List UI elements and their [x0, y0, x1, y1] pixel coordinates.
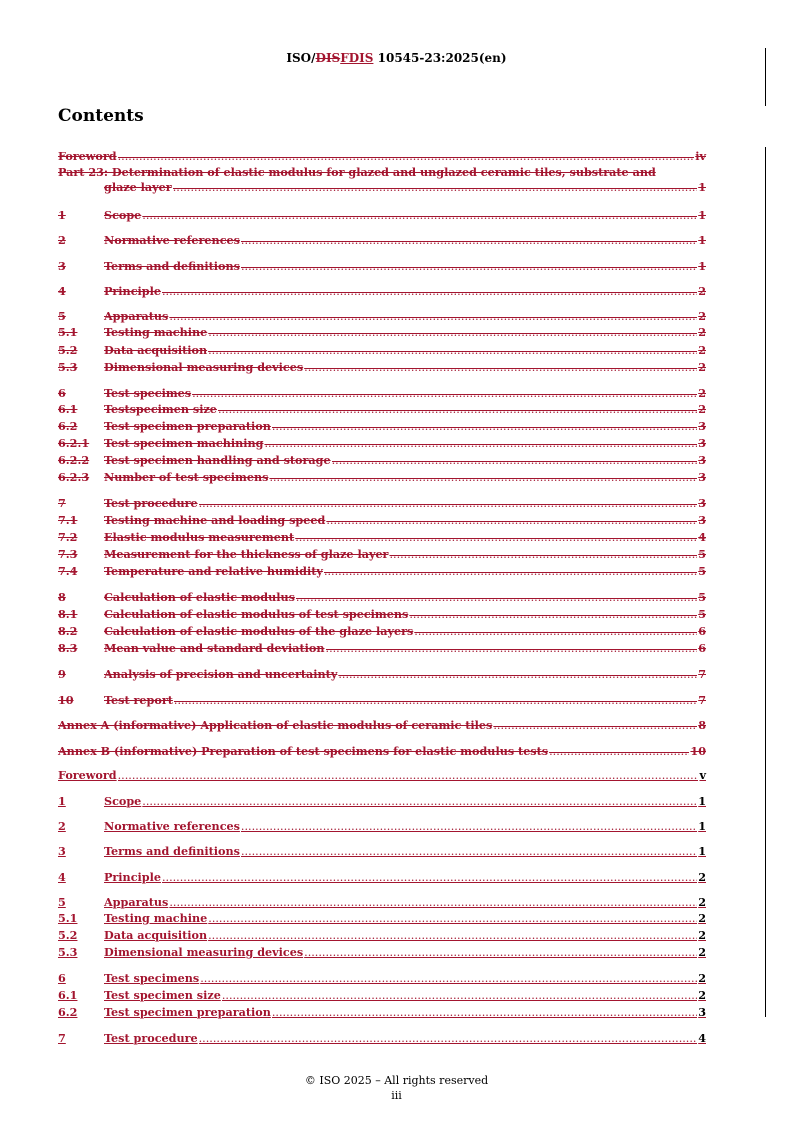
- toc-entry[interactable]: [58, 895, 706, 910]
- dot-leader: [272, 419, 697, 434]
- toc-entry-page: iv: [695, 149, 706, 163]
- toc-entry-label: Measurement for the thickness of glaze layer: [104, 547, 389, 561]
- toc-entry-page: 2: [698, 343, 706, 357]
- toc-entry-page: 3: [698, 436, 706, 450]
- toc-entry-page: 2: [698, 911, 706, 925]
- toc-entry-page: v: [699, 768, 706, 782]
- dot-leader: [332, 453, 698, 468]
- toc-entry[interactable]: [58, 590, 706, 605]
- toc-entry-page: 2: [698, 309, 706, 323]
- toc-entry[interactable]: [58, 402, 706, 417]
- toc-entry[interactable]: [58, 530, 706, 545]
- change-bar: [765, 147, 766, 1017]
- toc-entry-number: 9: [58, 667, 66, 681]
- dot-leader: [222, 988, 697, 1003]
- toc-entry-label: Testing machine: [104, 911, 208, 925]
- toc-entry[interactable]: [58, 641, 706, 656]
- copyright-notice: © ISO 2025 – All rights reserved: [304, 1074, 489, 1087]
- toc-entry-page: 3: [698, 453, 706, 467]
- toc-entry[interactable]: [58, 343, 706, 358]
- toc-entry-page: 2: [698, 895, 706, 909]
- dot-leader: [208, 325, 697, 340]
- dot-leader: [218, 402, 697, 417]
- toc-entry-number: 8.2: [58, 624, 78, 638]
- document-footer: [0, 1073, 793, 1103]
- toc-entry-page: 2: [698, 988, 706, 1002]
- toc-entry-number: 3: [58, 844, 66, 858]
- dot-leader: [304, 360, 697, 375]
- toc-entry[interactable]: [58, 870, 706, 885]
- toc-entry[interactable]: [58, 667, 706, 682]
- toc-entry-page: 3: [698, 496, 706, 510]
- dot-leader: [272, 1005, 697, 1020]
- dot-leader: [304, 945, 697, 960]
- toc-entry[interactable]: [58, 911, 706, 926]
- toc-entry[interactable]: [58, 513, 706, 528]
- toc-entry-number: 6.2.2: [58, 453, 90, 467]
- dot-leader: [296, 590, 697, 605]
- document-header: [0, 51, 793, 65]
- toc-entry-label: Number of test specimens: [104, 470, 269, 484]
- toc-entry-label: Dimensional measuring devices: [104, 945, 304, 959]
- toc-entry[interactable]: [58, 496, 706, 511]
- toc-entry-page: 5: [698, 590, 706, 604]
- toc-entry-number: 3: [58, 259, 66, 273]
- toc-entry-number: 5: [58, 309, 66, 323]
- toc-entry[interactable]: [58, 436, 706, 451]
- toc-entry-page: 7: [698, 693, 706, 707]
- toc-entry-label: Foreword: [58, 149, 117, 163]
- toc-entry-label: Normative references: [104, 233, 240, 247]
- dot-leader: [241, 259, 697, 274]
- toc-entry-number: 6.2: [58, 419, 78, 433]
- dot-leader: [142, 208, 697, 223]
- dot-leader: [199, 1031, 698, 1046]
- toc-entry[interactable]: [58, 971, 706, 986]
- toc-entry[interactable]: [58, 149, 706, 164]
- toc-entry-label: Test specimes: [104, 386, 192, 400]
- toc-entry-page: 1: [698, 208, 706, 222]
- toc-entry-number: 5.1: [58, 325, 78, 339]
- dot-leader: [549, 744, 689, 759]
- toc-entry-label: Testing machine: [104, 325, 208, 339]
- toc-entry-page: 3: [698, 513, 706, 527]
- toc-entry[interactable]: [58, 945, 706, 960]
- toc-entry-number: 5.1: [58, 911, 78, 925]
- toc-entry[interactable]: [58, 284, 706, 299]
- dot-leader: [199, 496, 698, 511]
- dot-leader: [208, 928, 697, 943]
- toc-entry-page: 5: [698, 564, 706, 578]
- toc-entry-number: 4: [58, 284, 66, 298]
- toc-entry-page: 1: [698, 844, 706, 858]
- toc-entry-number: 2: [58, 233, 66, 247]
- toc-entry-label: Foreword: [58, 768, 117, 782]
- toc-entry-page: 4: [698, 1031, 706, 1045]
- toc-entry[interactable]: [58, 386, 706, 401]
- toc-entry-label: Annex B (informative) Preparation of test specimens for elastic modulus tests: [58, 744, 549, 758]
- toc-entry-number: 8: [58, 590, 66, 604]
- toc-entry-label: Elastic modulus measurement: [104, 530, 295, 544]
- change-bar: [765, 48, 766, 106]
- toc-entry[interactable]: [58, 1005, 706, 1020]
- toc-entry-label: Analysis of precision and uncertainty: [104, 667, 338, 681]
- toc-entry-page: 2: [698, 971, 706, 985]
- dot-leader: [208, 343, 697, 358]
- dot-leader: [264, 436, 697, 451]
- toc-entry[interactable]: [58, 564, 706, 579]
- dot-leader: [493, 718, 697, 733]
- toc-entry-label: Test specimen handling and storage: [104, 453, 331, 467]
- dot-leader: [241, 819, 697, 834]
- toc-entry-number: 4: [58, 870, 66, 884]
- dot-leader: [269, 470, 697, 485]
- toc-entry-number: 6.1: [58, 402, 78, 416]
- toc-entry[interactable]: [58, 844, 706, 859]
- toc-entry[interactable]: [58, 718, 706, 733]
- toc-entry-label: Test specimen preparation: [104, 1005, 271, 1019]
- toc-entry-number: 5.2: [58, 928, 78, 942]
- toc-entry-label: Test specimen size: [104, 988, 221, 1002]
- toc-entry[interactable]: [58, 208, 706, 223]
- toc-entry-page: 8: [698, 718, 706, 732]
- toc-entry-number: 7.4: [58, 564, 78, 578]
- toc-entry-page: 10: [690, 744, 706, 758]
- toc-entry[interactable]: [58, 309, 706, 324]
- toc-entry-page: 6: [698, 624, 706, 638]
- toc-entry-number: 6.2.1: [58, 436, 90, 450]
- toc-entry-label: Test procedure: [104, 1031, 198, 1045]
- toc-entry-label: Apparatus: [104, 309, 169, 323]
- toc-entry-number: 8.3: [58, 641, 78, 655]
- toc-entry[interactable]: [58, 360, 706, 375]
- toc-entry-number: 6: [58, 386, 66, 400]
- toc-entry-label: Scope: [104, 794, 142, 808]
- toc-entry-page: 2: [698, 360, 706, 374]
- toc-entry-page: 6: [698, 641, 706, 655]
- page-title: Contents: [58, 106, 144, 126]
- dot-leader: [142, 794, 697, 809]
- toc-entry-page: 2: [698, 284, 706, 298]
- toc-entry-label: Apparatus: [104, 895, 169, 909]
- toc-entry-label: Test specimen machining: [104, 436, 264, 450]
- dot-leader: [173, 180, 698, 195]
- toc-entry-number: 7.3: [58, 547, 78, 561]
- dot-leader: [118, 768, 699, 783]
- toc-entry-page: 5: [698, 607, 706, 621]
- toc-entry[interactable]: [58, 453, 706, 468]
- toc-entry[interactable]: [58, 693, 706, 708]
- dot-leader: [295, 530, 697, 545]
- toc-entry-number: 5.3: [58, 945, 78, 959]
- dot-leader: [169, 895, 697, 910]
- toc-entry-number: 6.1: [58, 988, 78, 1002]
- toc-entry-label: Terms and definitions: [104, 844, 240, 858]
- toc-entry-number: 7.1: [58, 513, 78, 527]
- toc-entry-number: 2: [58, 819, 66, 833]
- dot-leader: [389, 547, 697, 562]
- dot-leader: [162, 870, 697, 885]
- toc-entry[interactable]: [58, 794, 706, 809]
- toc-entry-label: Principle: [104, 284, 161, 298]
- toc-entry-number: 7: [58, 1031, 66, 1045]
- toc-entry[interactable]: [58, 744, 706, 759]
- toc-entry-label: Mean value and standard deviation: [104, 641, 325, 655]
- toc-entry-label: Part 23: Determination of elastic modulus for glazed and unglazed ceramic tiles, substrate and: [58, 165, 656, 179]
- toc-entry-label: Scope: [104, 208, 142, 222]
- header-deleted-text: DIS: [315, 51, 341, 65]
- header-prefix: ISO/: [286, 51, 316, 65]
- toc-entry[interactable]: [58, 233, 706, 248]
- header-inserted-text: FDIS: [340, 51, 374, 65]
- toc-entry-number: 6.2: [58, 1005, 78, 1019]
- dot-leader: [338, 667, 697, 682]
- toc-entry[interactable]: [58, 988, 706, 1003]
- toc-entry[interactable]: [58, 928, 706, 943]
- toc-entry-number: 5.3: [58, 360, 78, 374]
- toc-entry-page: 2: [698, 870, 706, 884]
- dot-leader: [241, 844, 697, 859]
- toc-entry[interactable]: [58, 768, 706, 783]
- toc-entry[interactable]: [58, 259, 706, 274]
- toc-entry-label: Test procedure: [104, 496, 198, 510]
- dot-leader: [192, 386, 697, 401]
- toc-entry-page: 2: [698, 325, 706, 339]
- dot-leader: [414, 624, 697, 639]
- toc-entry-label: Testing machine and loading speed: [104, 513, 326, 527]
- dot-leader: [326, 513, 697, 528]
- toc-entry[interactable]: [58, 624, 706, 639]
- toc-entry-label: Terms and definitions: [104, 259, 240, 273]
- toc-entry-number: 5.2: [58, 343, 78, 357]
- toc-entry-page: 1: [698, 259, 706, 273]
- toc-entry-number: 8.1: [58, 607, 78, 621]
- toc-entry-label-continued: glaze layer: [104, 180, 172, 194]
- toc-entry-page: 1: [698, 794, 706, 808]
- toc-entry-page: 3: [698, 1005, 706, 1019]
- dot-leader: [162, 284, 697, 299]
- toc-entry-label: Dimensional measuring devices: [104, 360, 304, 374]
- toc-entry-page: 1: [698, 233, 706, 247]
- toc-entry-page: 1: [698, 819, 706, 833]
- toc-entry-number: 7.2: [58, 530, 78, 544]
- toc-entry-number: 10: [58, 693, 74, 707]
- toc-entry[interactable]: [58, 419, 706, 434]
- toc-entry-page: 4: [698, 530, 706, 544]
- header-suffix: 10545-23:2025(en): [373, 51, 507, 65]
- toc-entry-page: 3: [698, 470, 706, 484]
- toc-entry-page: 2: [698, 402, 706, 416]
- toc-entry-label: Testspecimen size: [104, 402, 217, 416]
- toc-entry-label: Test report: [104, 693, 173, 707]
- toc-entry-page: 2: [698, 928, 706, 942]
- toc-entry-page: 1: [698, 180, 706, 194]
- toc-entry[interactable]: [58, 1031, 706, 1046]
- dot-leader: [241, 233, 697, 248]
- toc-entry-number: 7: [58, 496, 66, 510]
- toc-entry-number: 6.2.3: [58, 470, 90, 484]
- page-number: iii: [391, 1089, 402, 1102]
- dot-leader: [409, 607, 697, 622]
- toc-entry-label: Data acquisition: [104, 343, 208, 357]
- toc-entry-label: Test specimens: [104, 971, 200, 985]
- toc-entry-number: 6: [58, 971, 66, 985]
- dot-leader: [208, 911, 697, 926]
- toc-entry[interactable]: [58, 819, 706, 834]
- toc-entry-page: 7: [698, 667, 706, 681]
- dot-leader: [169, 309, 697, 324]
- dot-leader: [118, 149, 695, 164]
- dot-leader: [326, 641, 698, 656]
- toc-entry-label: Test specimen preparation: [104, 419, 271, 433]
- toc-entry-label: Principle: [104, 870, 161, 884]
- toc-entry-label: Data acquisition: [104, 928, 208, 942]
- dot-leader: [324, 564, 697, 579]
- toc-entry-page: 5: [698, 547, 706, 561]
- toc-entry-label: Temperature and relative humidity: [104, 564, 323, 578]
- dot-leader: [174, 693, 697, 708]
- toc-entry[interactable]: [58, 470, 706, 485]
- toc-entry-number: 1: [58, 794, 66, 808]
- toc-entry-number: 5: [58, 895, 66, 909]
- toc-entry[interactable]: [58, 607, 706, 622]
- toc-entry-label: Annex A (informative) Application of elastic modulus of ceramic tiles: [58, 718, 493, 732]
- toc-entry[interactable]: [58, 325, 706, 340]
- toc-entry-page: 3: [698, 419, 706, 433]
- toc-entry-label: Calculation of elastic modulus of test specimens: [104, 607, 409, 621]
- toc-entry[interactable]: [58, 165, 706, 195]
- dot-leader: [200, 971, 697, 986]
- toc-entry-page: 2: [698, 386, 706, 400]
- toc-entry-label: Calculation of elastic modulus: [104, 590, 295, 604]
- toc-entry-number: 1: [58, 208, 66, 222]
- toc-entry-label: Calculation of elastic modulus of the glaze layers: [104, 624, 414, 638]
- toc-entry[interactable]: [58, 547, 706, 562]
- toc-entry-page: 2: [698, 945, 706, 959]
- toc-entry-label: Normative references: [104, 819, 240, 833]
